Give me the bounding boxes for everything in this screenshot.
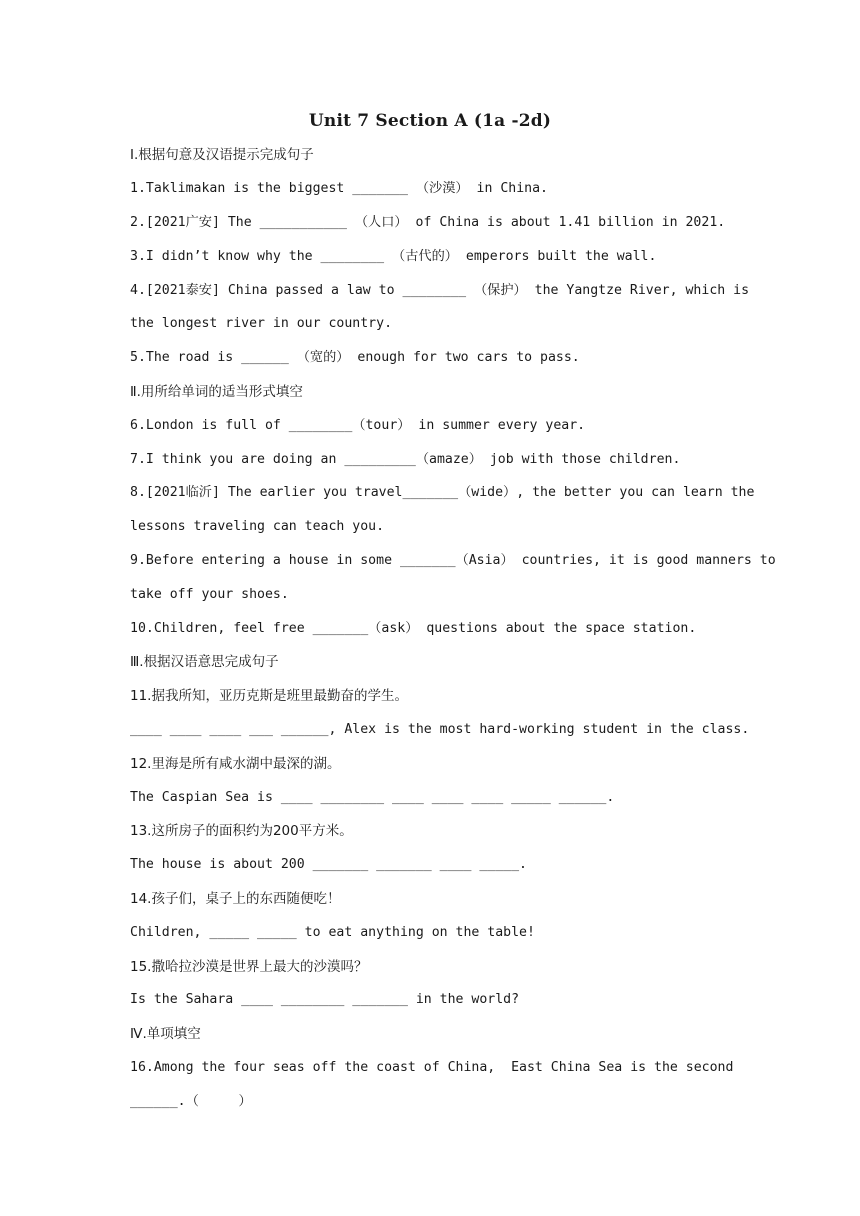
section-heading-4: Ⅳ.单项填空 bbox=[130, 1026, 201, 1042]
question-11-chinese: 11.据我所知，亚历克斯是班里最勤奋的学生。 bbox=[130, 688, 408, 704]
question-10: 10.Children, feel free _______（ask） questions about the space station. bbox=[130, 621, 697, 636]
question-13-english: The house is about 200 _______ _______ ____ _____. bbox=[130, 857, 527, 872]
question-8: 8.[2021临沂] The earlier you travel_______（wide）, the better you can learn the bbox=[130, 485, 755, 500]
question-1: 1.Taklimakan is the biggest _______ （沙漠） in China. bbox=[130, 181, 548, 196]
question-5: 5.The road is ______ （宽的） enough for two cars to pass. bbox=[130, 350, 580, 365]
question-16: 16.Among the four seas off the coast of China, East China Sea is the second bbox=[130, 1060, 734, 1075]
question-15-english: Is the Sahara ____ ________ _______ in the world? bbox=[130, 992, 520, 1007]
section-heading-3: Ⅲ.根据汉语意思完成句子 bbox=[130, 654, 279, 670]
section-heading-1: Ⅰ.根据句意及汉语提示完成句子 bbox=[130, 147, 314, 163]
question-11-english: ____ ____ ____ ___ ______, Alex is the most hard-working student in the class. bbox=[130, 722, 750, 737]
page-title: Unit 7 Section A (1a -2d) bbox=[308, 111, 552, 131]
question-15-chinese: 15.撒哈拉沙漠是世界上最大的沙漠吗？ bbox=[130, 959, 368, 975]
question-12-english: The Caspian Sea is ____ ________ ____ ____ ____ _____ ______. bbox=[130, 790, 615, 805]
question-13-chinese: 13.这所房子的面积约为200平方米。 bbox=[130, 823, 353, 839]
question-9: 9.Before entering a house in some _______（Asia） countries, it is good manners to bbox=[130, 553, 776, 568]
question-4: 4.[2021泰安] China passed a law to ________ （保护） the Yangtze River, which is bbox=[130, 283, 750, 298]
question-3: 3.I didn’t know why the ________ （古代的） emperors built the wall. bbox=[130, 249, 657, 264]
question-8-continued: lessons traveling can teach you. bbox=[130, 519, 385, 534]
question-6: 6.London is full of ________（tour） in summer every year. bbox=[130, 418, 586, 433]
question-4-continued: the longest river in our country. bbox=[130, 316, 393, 331]
question-14-chinese: 14.孩子们，桌子上的东西随便吃！ bbox=[130, 891, 341, 907]
question-14-english: Children, _____ _____ to eat anything on the table! bbox=[130, 925, 535, 940]
question-9-continued: take off your shoes. bbox=[130, 587, 289, 602]
question-16-continued: ______.（ ） bbox=[130, 1094, 252, 1109]
question-7: 7.I think you are doing an _________（amaze） job with those children. bbox=[130, 452, 681, 467]
question-2: 2.[2021广安] The ___________ （人口） of China is about 1.41 billion in 2021. bbox=[130, 215, 726, 230]
question-12-chinese: 12.里海是所有咸水湖中最深的湖。 bbox=[130, 756, 341, 772]
section-heading-2: Ⅱ.用所给单词的适当形式填空 bbox=[130, 384, 303, 400]
